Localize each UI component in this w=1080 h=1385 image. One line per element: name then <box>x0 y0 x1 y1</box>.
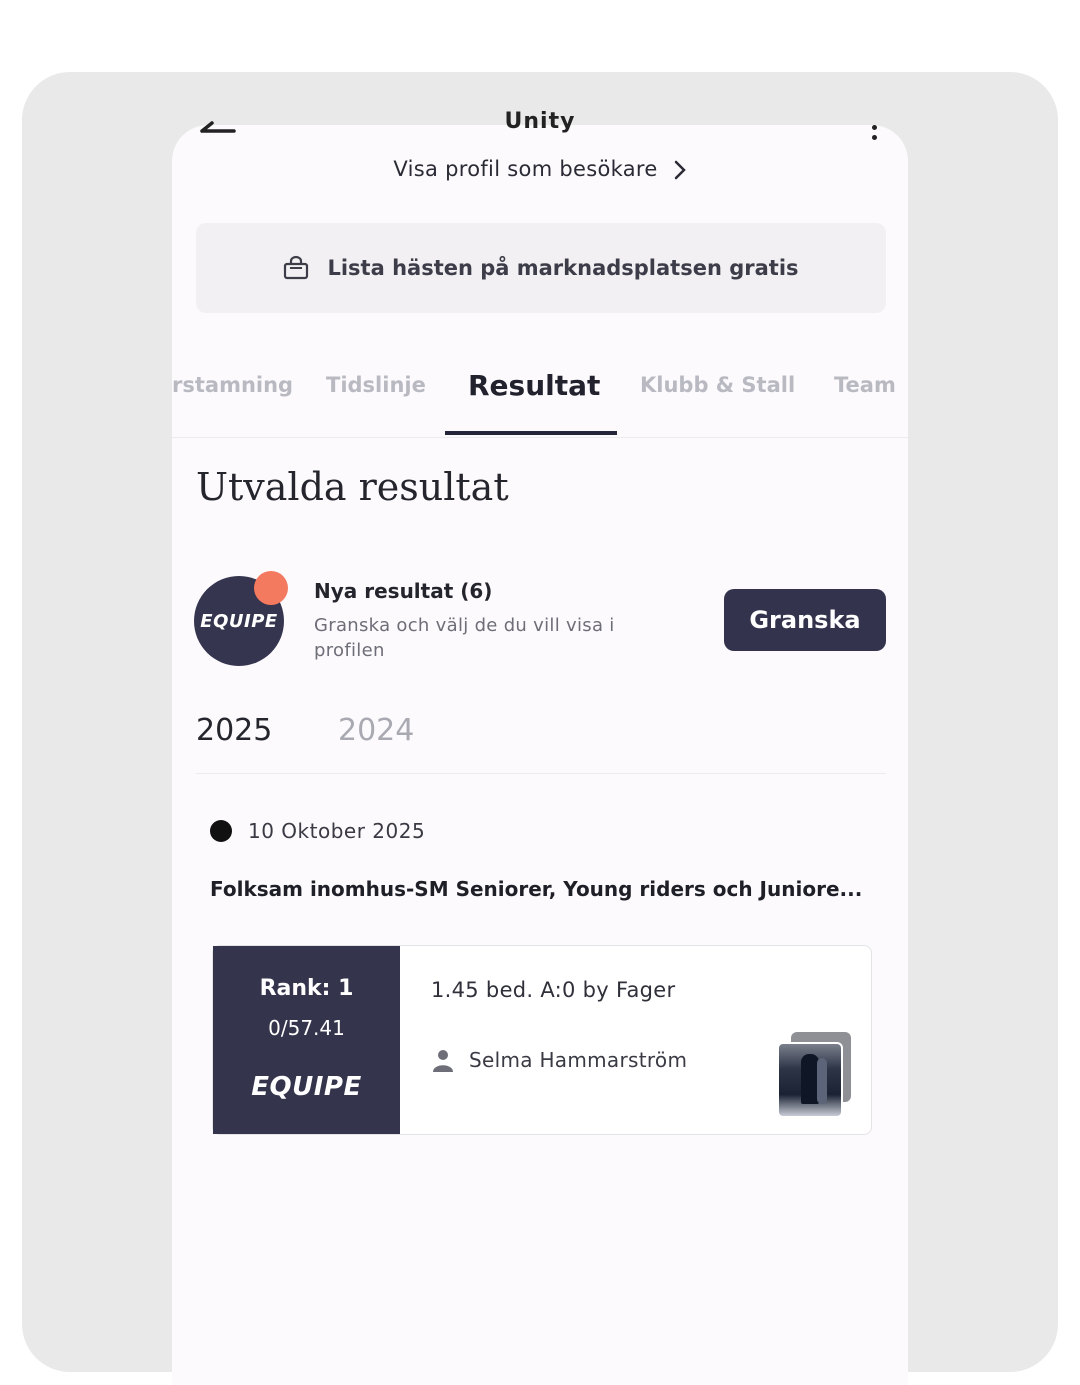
equipe-logo: EQUIPE <box>194 576 284 666</box>
rider-name: Selma Hammarström <box>469 1048 688 1072</box>
marketplace-label: Lista hästen på marknadsplatsen gratis <box>327 256 799 280</box>
result-score: 0/57.41 <box>268 1016 345 1040</box>
person-icon <box>431 1048 455 1072</box>
visit-profile-label: Visa profil som besökare <box>393 157 658 181</box>
result-rank-panel <box>213 946 400 1134</box>
year-tab-2024[interactable]: 2024 <box>338 713 415 748</box>
year-tab-2025[interactable]: 2025 <box>196 713 273 748</box>
tab-klubb-stall[interactable]: Klubb & Stall <box>640 373 796 397</box>
more-options-icon[interactable] <box>870 125 878 149</box>
tab-team[interactable]: Team <box>834 373 896 397</box>
chevron-right-icon <box>673 159 687 181</box>
timeline-dot-icon <box>210 820 232 842</box>
result-card[interactable] <box>212 945 872 1135</box>
rider-photo-thumbnails[interactable] <box>777 1032 853 1116</box>
rider-row <box>431 1048 687 1072</box>
new-results-banner <box>194 571 886 671</box>
equipe-logo: EQUIPE <box>251 1072 362 1102</box>
section-title: Utvalda resultat <box>196 465 509 509</box>
marketplace-button[interactable] <box>196 223 886 313</box>
notification-dot <box>254 571 288 605</box>
new-results-subtitle: Granska och välj de du vill visa i profilen <box>314 615 615 661</box>
visit-profile-link[interactable] <box>172 157 908 181</box>
shopping-bag-icon <box>283 256 309 280</box>
class-name: 1.45 bed. A:0 by Fager <box>431 978 676 1002</box>
active-tab-indicator <box>445 431 617 435</box>
result-date: 10 Oktober 2025 <box>248 819 426 843</box>
page-title: Unity <box>504 109 576 134</box>
tab-harstamning[interactable]: rstamning <box>172 373 294 397</box>
tab-bar <box>172 361 908 438</box>
event-title[interactable]: Folksam inomhus-SM Seniorer, Young riders och Juniore... <box>210 877 863 901</box>
tab-tidslinje[interactable]: Tidslinje <box>326 373 426 397</box>
review-button[interactable]: Granska <box>724 589 886 651</box>
year-tabs <box>196 713 886 774</box>
tab-resultat[interactable]: Resultat <box>468 369 601 402</box>
result-rank: Rank: 1 <box>259 976 354 1001</box>
photo-thumbnail <box>777 1042 843 1118</box>
new-results-title: Nya resultat (6) <box>314 579 493 603</box>
phone-screen <box>172 109 908 1385</box>
result-date-row <box>210 819 425 843</box>
